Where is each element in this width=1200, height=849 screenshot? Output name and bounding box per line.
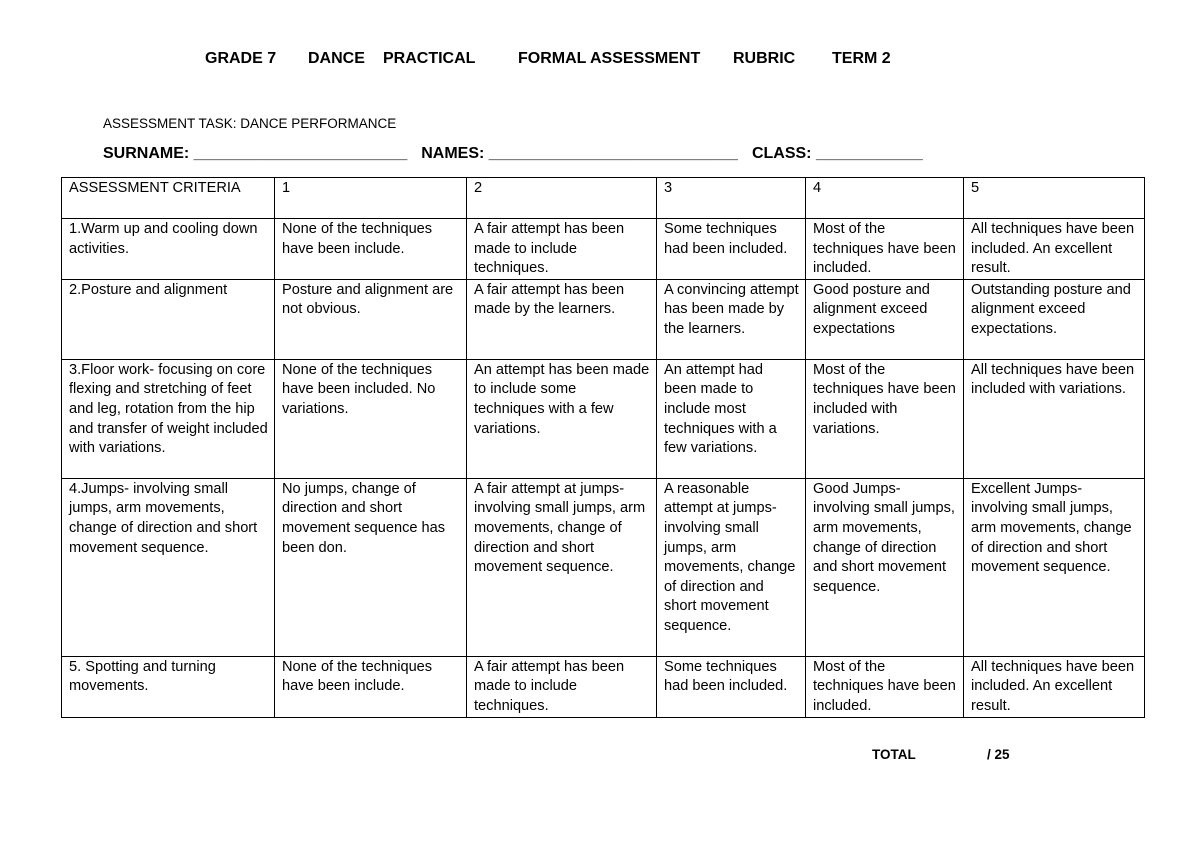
class-field[interactable]: CLASS: ____________	[751, 145, 923, 162]
column-header: 1	[275, 178, 467, 219]
table-cell: No jumps, change of direction and short movement sequence has been don.	[275, 478, 467, 656]
table-cell: Excellent Jumps- involving small jumps, arm movements, change of direction and short movement sequence.	[964, 478, 1145, 656]
names-field[interactable]: NAMES: ____________________________	[421, 145, 738, 162]
criteria-cell: 2.Posture and alignment	[62, 279, 275, 359]
column-header: 5	[964, 178, 1145, 219]
table-cell: All techniques have been included with variations.	[964, 359, 1145, 478]
table-header-row	[62, 178, 1145, 219]
table-row	[62, 219, 1145, 280]
table-cell: Most of the techniques have been included.	[806, 656, 964, 717]
title-formal-assessment: FORMAL ASSESSMENT	[518, 50, 701, 67]
table-cell: An attempt has been made to include some techniques with a few variations.	[467, 359, 657, 478]
table-row	[62, 359, 1145, 478]
title-grade: GRADE 7	[205, 50, 277, 67]
criteria-cell: 1.Warm up and cooling down activities.	[62, 219, 275, 280]
table-cell: All techniques have been included. An excellent result.	[964, 656, 1145, 717]
table-cell: None of the techniques have been include.	[275, 656, 467, 717]
table-cell: None of the techniques have been included. No variations.	[275, 359, 467, 478]
table-cell: Good Jumps- involving small jumps, arm movements, change of direction and short movement sequence.	[806, 478, 964, 656]
title-term: TERM 2	[832, 50, 891, 67]
criteria-cell: 5. Spotting and turning movements.	[62, 656, 275, 717]
table-cell: Posture and alignment are not obvious.	[275, 279, 467, 359]
criteria-cell: 3.Floor work- focusing on core flexing and stretching of feet and leg, rotation from the hip and transfer of weight included with variations.	[62, 359, 275, 478]
table-row	[62, 656, 1145, 717]
column-header: 4	[806, 178, 964, 219]
assessment-task: ASSESSMENT TASK: DANCE PERFORMANCE	[103, 116, 397, 131]
rubric-table	[61, 177, 1145, 718]
table-cell: All techniques have been included. An excellent result.	[964, 219, 1145, 280]
page-title	[0, 50, 1200, 72]
table-row	[62, 478, 1145, 656]
table-row	[62, 279, 1145, 359]
table-cell: Good posture and alignment exceed expectations	[806, 279, 964, 359]
title-dance: DANCE	[308, 50, 365, 67]
table-cell: A reasonable attempt at jumps- involving small jumps, arm movements, change of direction and short movement sequence.	[657, 478, 806, 656]
table-cell: Most of the techniques have been included.	[806, 219, 964, 280]
table-cell: A fair attempt has been made by the learners.	[467, 279, 657, 359]
table-cell: A convincing attempt has been made by the learners.	[657, 279, 806, 359]
column-header: ASSESSMENT CRITERIA	[62, 178, 275, 219]
table-cell: None of the techniques have been include.	[275, 219, 467, 280]
total-label: TOTAL	[872, 747, 916, 762]
column-header: 3	[657, 178, 806, 219]
table-cell: Outstanding posture and alignment exceed expectations.	[964, 279, 1145, 359]
surname-field[interactable]: SURNAME: ________________________	[103, 145, 408, 162]
table-cell: Most of the techniques have been included with variations.	[806, 359, 964, 478]
table-cell: A fair attempt at jumps- involving small jumps, arm movements, change of direction and short movement sequence.	[467, 478, 657, 656]
title-rubric: RUBRIC	[733, 50, 796, 67]
table-cell: A fair attempt has been made to include techniques.	[467, 656, 657, 717]
table-cell: Some techniques had been included.	[657, 656, 806, 717]
title-practical: PRACTICAL	[383, 50, 476, 67]
criteria-cell: 4.Jumps- involving small jumps, arm movements, change of direction and short movement sequence.	[62, 478, 275, 656]
table-cell: An attempt had been made to include most techniques with a few variations.	[657, 359, 806, 478]
column-header: 2	[467, 178, 657, 219]
table-cell: Some techniques had been included.	[657, 219, 806, 280]
student-fields	[103, 145, 937, 163]
table-cell: A fair attempt has been made to include techniques.	[467, 219, 657, 280]
total-value[interactable]: / 25	[987, 747, 1010, 762]
